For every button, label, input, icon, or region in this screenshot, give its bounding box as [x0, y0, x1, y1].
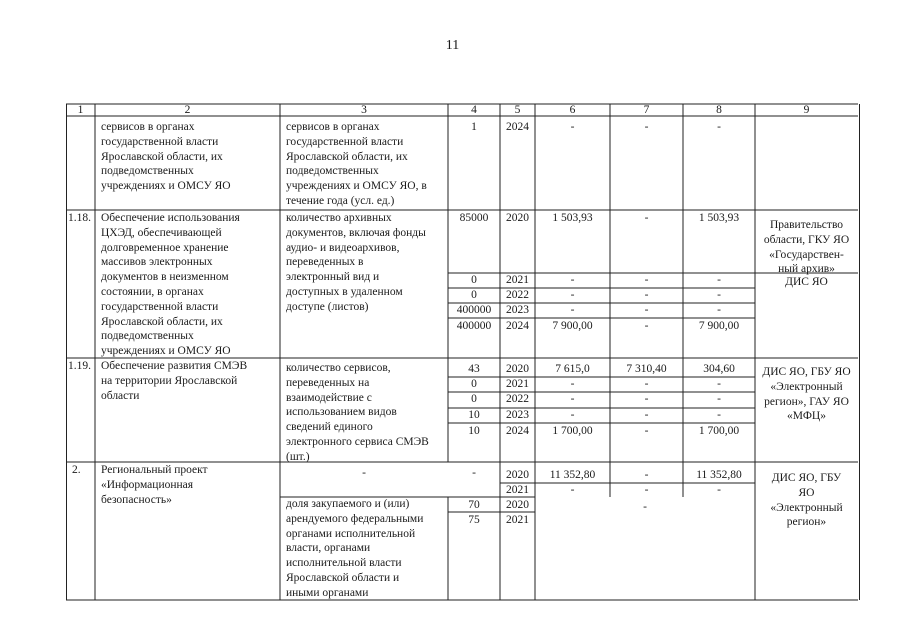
amount-cell: 1 700,00 — [552, 425, 593, 437]
row-description: Обеспечение развития СМЭВ на территории Ярославской области — [101, 360, 248, 402]
row-description: Региональный проект «Информационная безопасность» — [101, 464, 208, 506]
value-cell: 1 — [471, 121, 477, 133]
year-cell: 2023 — [506, 409, 529, 421]
amount-cell: - — [644, 378, 649, 390]
merged-dash: - — [643, 501, 647, 513]
amount-cell: 7 615,0 — [555, 363, 590, 375]
row-indicator: количество сервисов, переведенных на взаимодействие с использованием видов сведений единого электронного сервиса СМЭВ (шт.) — [286, 362, 429, 463]
amount-cell: - — [644, 274, 649, 286]
amount-cell: 7 900,00 — [552, 320, 593, 332]
amount-cell: - — [717, 409, 721, 421]
value-cell: 0 — [471, 274, 477, 286]
row-description: Обеспечение использования ЦХЭД, обеспечивающей долговременное хранение массивов электронных документов в неизменном состоянии, в органах государственной власти Ярославской области, их подведомственных учреждениях и ОМСУ ЯО — [101, 212, 240, 358]
continuation-description: сервисов в органах государственной власти Ярославской области, их подведомственных учреждениях и ОМСУ ЯО — [101, 121, 231, 193]
header-cell-7: 7 — [643, 104, 650, 116]
value-cell: 70 — [468, 499, 480, 511]
amount-cell: - — [570, 484, 575, 496]
value-cell: 75 — [468, 514, 480, 526]
amount-cell: 304,60 — [703, 363, 735, 375]
amount-cell: - — [717, 289, 721, 301]
amount-cell: - — [570, 378, 575, 390]
amount-cell: - — [717, 378, 721, 390]
amount-cell: - — [717, 304, 721, 316]
row-indicator: количество архивных документов, включая фонды аудио- и видеоархивов, переведенных в электронный вид и доступных в удаленном доступе (листов) — [286, 212, 426, 313]
year-cell: 2020 — [506, 499, 529, 511]
value-cell: 10 — [468, 409, 480, 421]
amount-cell: - — [570, 289, 575, 301]
header-cell-4: 4 — [471, 104, 477, 116]
row-responsible: Правительство области, ГКУ ЯО «Государствен- ный архив» — [763, 219, 850, 276]
year-cell: 2021 — [506, 274, 529, 286]
header-cell-6: 6 — [569, 104, 576, 116]
amount-cell: - — [644, 320, 649, 332]
year-cell: 2022 — [506, 393, 529, 405]
amount-cell: - — [570, 304, 575, 316]
amount-cell: - — [644, 469, 649, 481]
page-number: 11 — [445, 38, 460, 53]
amount-cell: 1 503,93 — [698, 212, 740, 224]
amount-cell: - — [570, 274, 575, 286]
amount-cell: - — [644, 425, 649, 437]
continuation-indicator: сервисов в органах государственной власти Ярославской области, их подведомственных учреждениях и ОМСУ ЯО, в течение года (усл. ед.) — [286, 121, 427, 207]
header-cell-1: 1 — [77, 104, 84, 116]
indicator-dash: - — [362, 467, 366, 479]
amount-cell: - — [570, 409, 575, 421]
year-cell: 2021 — [506, 378, 529, 390]
value-cell: 10 — [468, 425, 480, 437]
year-cell: 2022 — [506, 289, 529, 301]
year-cell: 2020 — [506, 363, 529, 375]
amount-cell: - — [570, 121, 575, 133]
value-cell: 43 — [468, 363, 480, 375]
value-cell: 0 — [471, 289, 477, 301]
amount-cell: - — [644, 289, 649, 301]
year-cell: 2024 — [506, 320, 529, 332]
year-cell: 2021 — [506, 484, 529, 496]
amount-cell: - — [717, 121, 721, 133]
amount-cell: - — [644, 409, 649, 421]
amount-cell: - — [644, 212, 649, 224]
year-cell: 2021 — [506, 514, 529, 526]
amount-cell: 1 503,93 — [552, 212, 593, 224]
year-cell: 2020 — [506, 469, 529, 481]
row-indicator: доля закупаемого и (или) арендуемого федеральными органами исполнительной власти, органами исполнительной власти Ярославской области и иными органами — [286, 498, 424, 599]
row-responsible-secondary: ДИС ЯО — [785, 276, 828, 288]
amount-cell: - — [570, 393, 575, 405]
amount-cell: 7 900,00 — [698, 320, 740, 332]
header-cell-8: 8 — [716, 104, 722, 116]
amount-cell: - — [644, 304, 649, 316]
header-cell-2: 2 — [184, 104, 191, 116]
header-cell-9: 9 — [803, 104, 810, 116]
amount-cell: - — [644, 121, 649, 133]
row-number: 1.18. — [68, 212, 91, 224]
amount-cell: - — [644, 393, 649, 405]
row-responsible: ДИС ЯО, ГБУ ЯО «Электронный регион», ГАУ ЯО «МФЦ» — [762, 366, 851, 423]
row-number: 1.19. — [68, 360, 91, 372]
amount-cell: 1 700,00 — [698, 425, 740, 437]
year-cell: 2024 — [506, 121, 529, 133]
amount-cell: 7 310,40 — [626, 363, 667, 375]
value-dash: - — [472, 467, 476, 479]
amount-cell: 11 352,80 — [696, 469, 742, 481]
value-cell: 0 — [471, 393, 477, 405]
row-number: 2. — [72, 464, 81, 476]
value-cell: 85000 — [459, 212, 489, 224]
amount-cell: - — [644, 484, 649, 496]
amount-cell: - — [717, 484, 721, 496]
header-cell-3: 3 — [361, 104, 367, 116]
year-cell: 2024 — [506, 425, 529, 437]
value-cell: 0 — [471, 378, 477, 390]
year-cell: 2020 — [506, 212, 529, 224]
row-responsible: ДИС ЯО, ГБУ ЯО «Электронный регион» — [770, 472, 843, 529]
value-cell: 400000 — [456, 304, 492, 316]
value-cell: 400000 — [456, 320, 492, 332]
header-cell-5: 5 — [514, 104, 521, 116]
amount-cell: - — [717, 274, 721, 286]
amount-cell: - — [717, 393, 721, 405]
amount-cell: 11 352,80 — [549, 469, 596, 481]
year-cell: 2023 — [506, 304, 529, 316]
